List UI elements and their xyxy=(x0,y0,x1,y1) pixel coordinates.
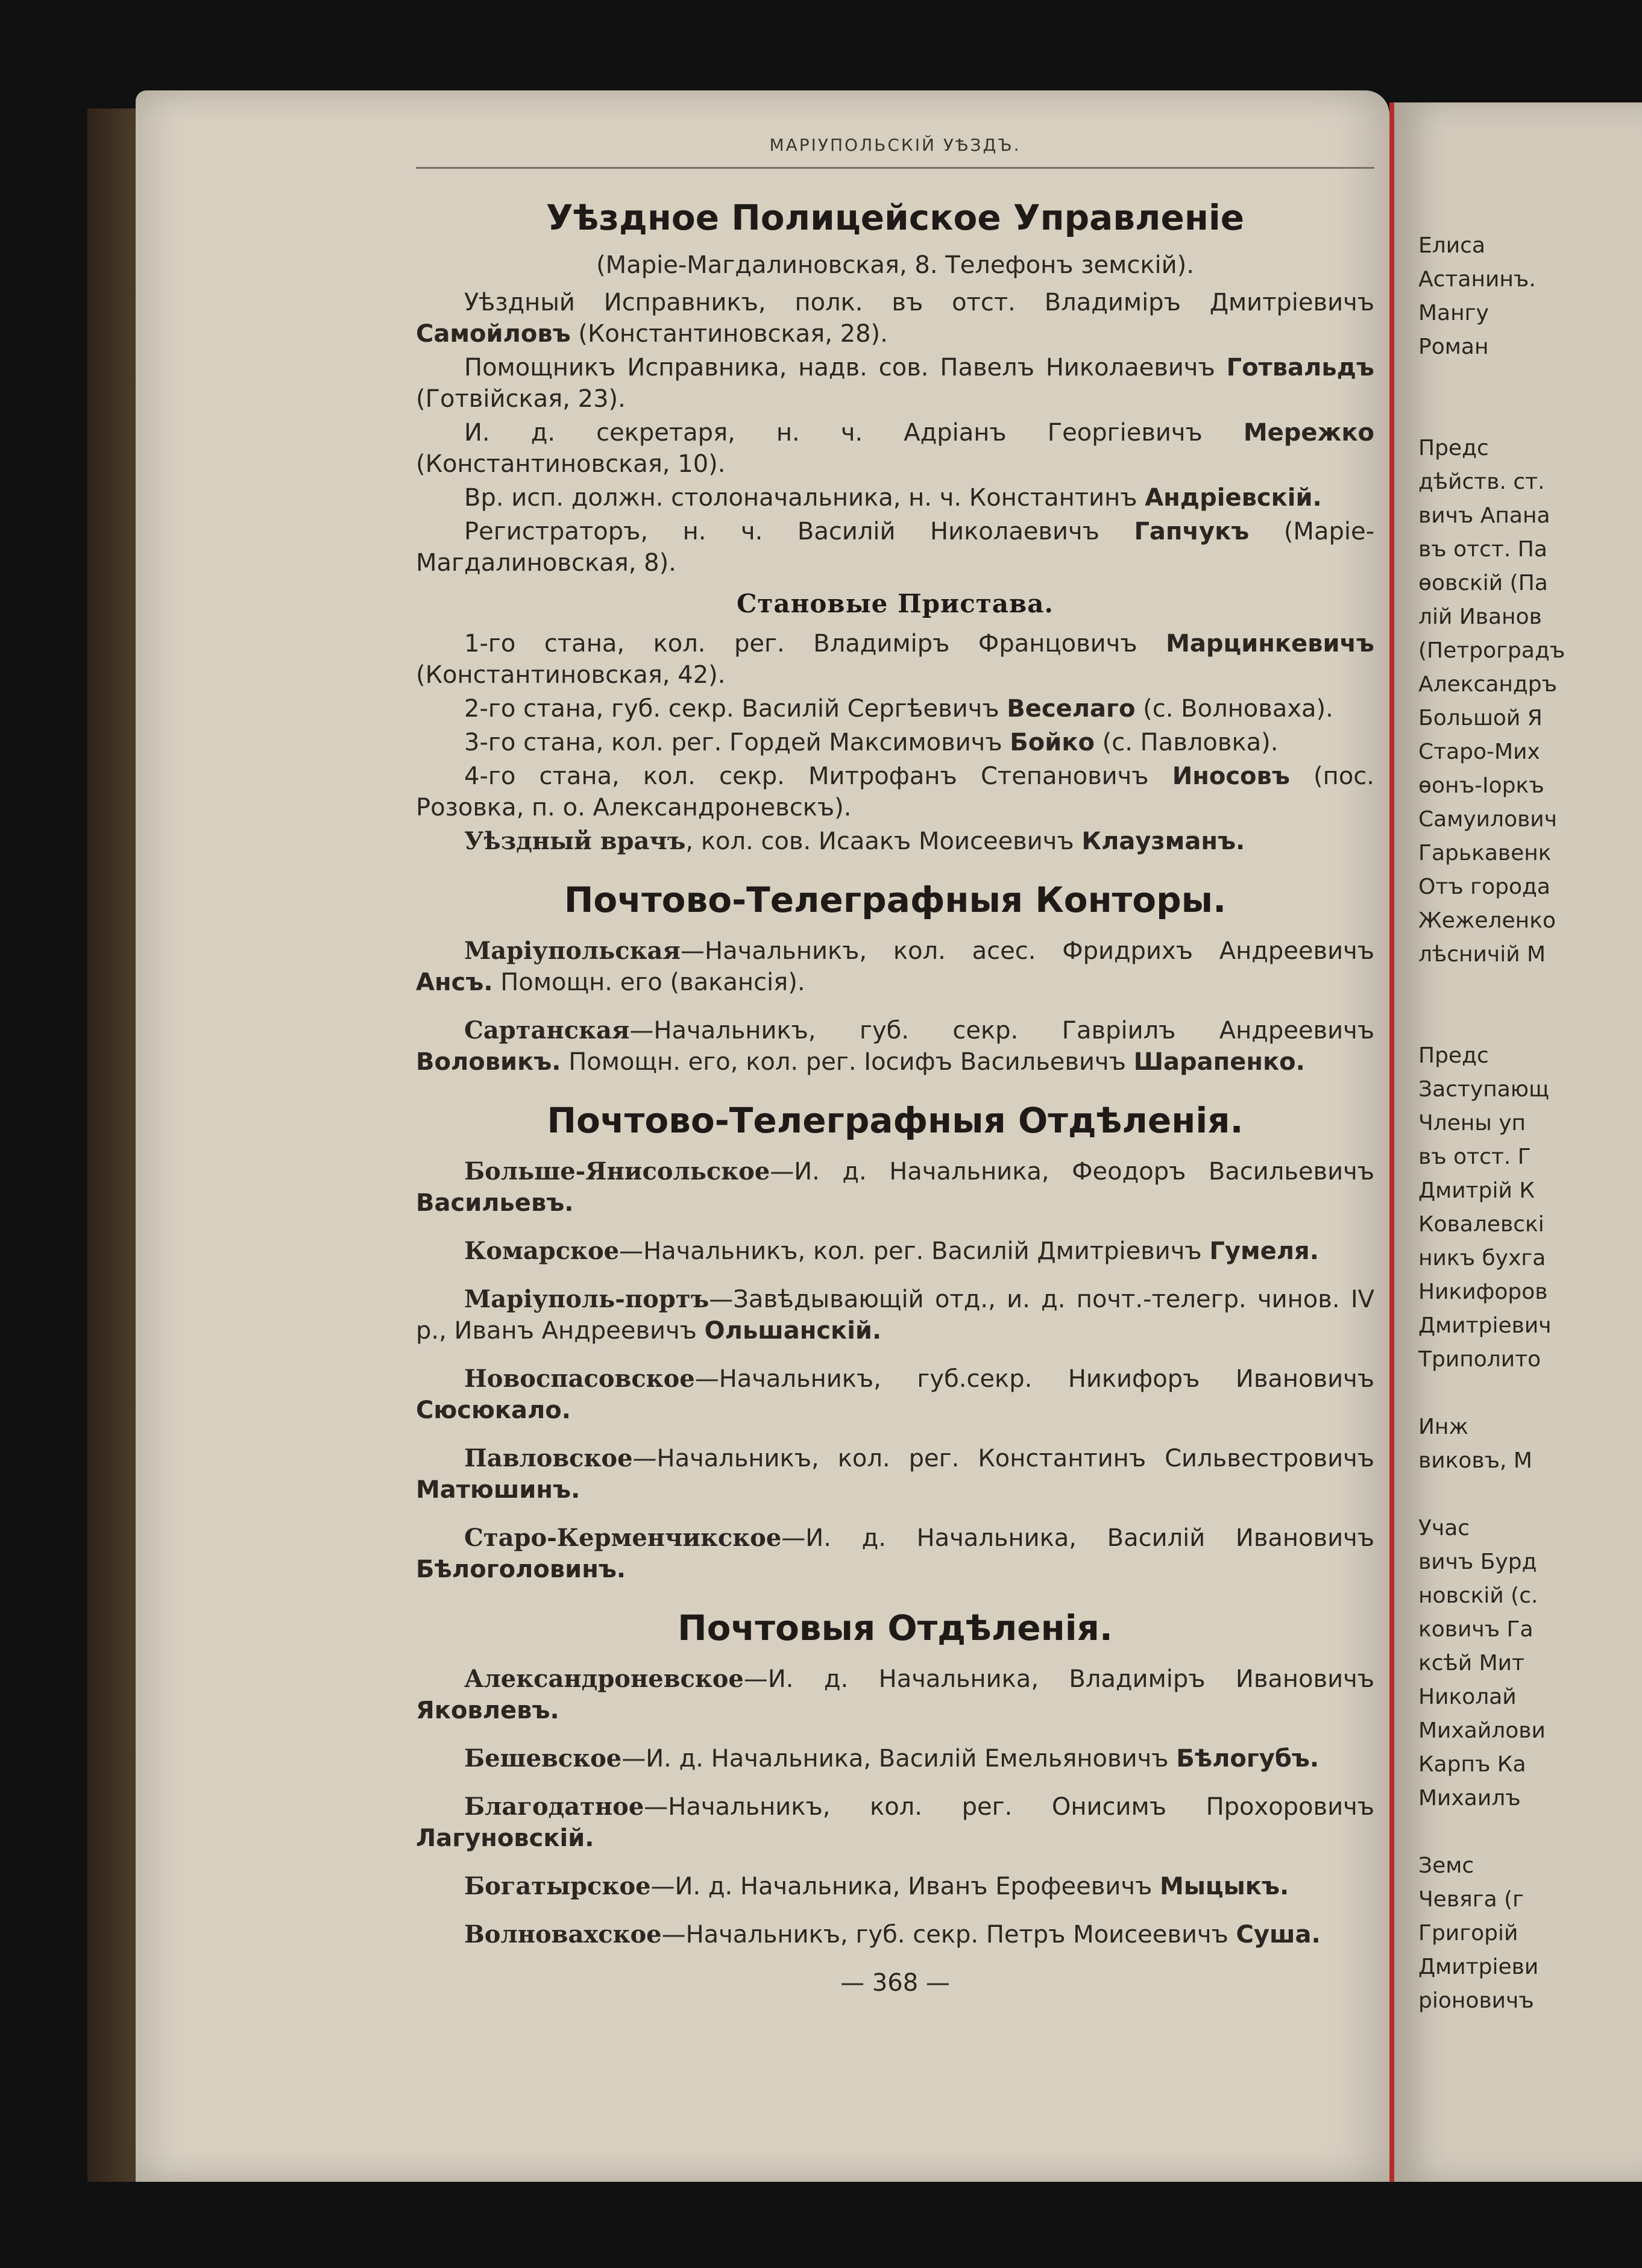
right-page-line xyxy=(1418,1478,1642,1512)
right-page-line: вичъ Бурд xyxy=(1418,1550,1537,1574)
right-page xyxy=(1389,102,1642,2182)
right-page-line: Гарькавенк xyxy=(1418,841,1552,865)
section-heading-offices: Почтово-Телеграфныя Конторы. xyxy=(564,879,1227,920)
subheading-stanovye: Становые Пристава. xyxy=(736,589,1054,618)
branch-entry: Павловское—Начальникъ, кол. рег. Константинъ Сильвестровичъ Матюшинъ. xyxy=(416,1444,1374,1504)
section-heading-post: Почтовыя Отдѣленія. xyxy=(678,1607,1113,1648)
office-entry: Сартанская—Начальникъ, губ. секр. Гавріилъ Андреевичъ Воловикъ. Помощн. его, кол. рег. Іосифъ Васильевичъ Шарапенко. xyxy=(416,1016,1374,1076)
right-page-line: Елиса xyxy=(1418,233,1486,258)
section-heading-branches: Почтово-Телеграфныя Отдѣленія. xyxy=(547,1100,1244,1141)
right-page-line: вичъ Апана xyxy=(1418,503,1550,528)
right-page-line: Жежеленко xyxy=(1418,908,1556,933)
running-head: МАРІУПОЛЬСКІЙ УѢЗДЪ. xyxy=(416,130,1374,169)
police-entry: Помощникъ Исправника, надв. сов. Павелъ Николаевичъ Готвальдъ (Готвійская, 23). xyxy=(416,354,1374,413)
right-page-line xyxy=(1418,398,1642,432)
post-entry: Благодатное—Начальникъ, кол. рег. Онисимъ Прохоровичъ Лагуновскій. xyxy=(416,1792,1374,1852)
right-page-line: новскій (с. xyxy=(1418,1583,1538,1608)
right-page-line: виковъ, М xyxy=(1418,1448,1532,1473)
doctor-entry: Уѣздный врачъ, кол. сов. Исаакъ Моисеевичъ Клаузманъ. xyxy=(464,827,1245,855)
right-page-line: Карпъ Ка xyxy=(1418,1752,1526,1777)
right-page-line: ковичъ Га xyxy=(1418,1617,1533,1642)
right-page-line: лѣсничій М xyxy=(1418,942,1546,967)
right-page-line: Предс xyxy=(1418,1043,1489,1068)
right-page-line: Астанинъ. xyxy=(1418,267,1536,292)
right-page-line: ѳонъ-Іоркъ xyxy=(1418,773,1544,798)
right-page-line: Заступающ xyxy=(1418,1077,1550,1102)
police-address: (Маріе-Магдалиновская, 8. Телефонъ земскій). xyxy=(596,251,1194,279)
right-page-line: дѣйств. ст. xyxy=(1418,470,1545,494)
stan-entry: 2-го стана, губ. секр. Василій Сергѣевичъ Веселаго (с. Волноваха). xyxy=(464,695,1333,723)
page-number: — 368 — xyxy=(840,1969,950,1997)
right-page-line: лій Иванов xyxy=(1418,605,1542,629)
post-entry: Александроневское—И. д. Начальника, Владиміръ Ивановичъ Яковлевъ. xyxy=(416,1665,1374,1724)
right-page-text xyxy=(1418,229,1642,2018)
police-entry: Вр. исп. должн. столоначальника, н. ч. Константинъ Андріевскій. xyxy=(464,484,1322,512)
right-page-line: ріоновичъ xyxy=(1418,1988,1534,2013)
right-page-line: Дмитріевич xyxy=(1418,1313,1552,1338)
branch-entry: Старо-Керменчикское—И. д. Начальника, Василій Ивановичъ Бѣлоголовинъ. xyxy=(416,1524,1374,1583)
right-page-line: Дмитрій К xyxy=(1418,1178,1535,1203)
right-page-line: Роман xyxy=(1418,335,1489,359)
right-page-line xyxy=(1418,1005,1642,1039)
right-page-line xyxy=(1418,364,1642,398)
right-page-line: Мангу xyxy=(1418,301,1489,325)
branch-entry: Комарское—Начальникъ, кол. рег. Василій Дмитріевичъ Гумеля. xyxy=(464,1237,1319,1265)
right-page-line: Старо-Мих xyxy=(1418,740,1540,764)
police-entry: И. д. секретаря, н. ч. Адріанъ Георгіевичъ Мережко (Константиновская, 10). xyxy=(416,419,1374,478)
police-entry: Регистраторъ, н. ч. Василій Николаевичъ Гапчукъ (Маріе-Магдалиновская, 8). xyxy=(416,518,1375,577)
right-page-line: (Петроградъ xyxy=(1418,638,1565,663)
stan-entry: 1-го стана, кол. рег. Владиміръ Францовичъ Марцинкевичъ (Константиновская, 42). xyxy=(416,630,1374,689)
office-entry: Маріупольская—Начальникъ, кол. асес. Фридрихъ Андреевичъ Ансъ. Помощн. его (вакансія). xyxy=(416,937,1374,996)
post-entry: Богатырское—И. д. Начальника, Иванъ Ерофеевичъ Мыцыкъ. xyxy=(464,1872,1289,1900)
branch-entry: Больше-Янисольское—И. д. Начальника, Феодоръ Васильевичъ Васильевъ. xyxy=(416,1157,1374,1217)
stan-entry: 4-го стана, кол. секр. Митрофанъ Степановичъ Иносовъ (пос. Розовка, п. о. Александроневскъ). xyxy=(416,762,1374,821)
right-page-line: Учас xyxy=(1418,1516,1470,1541)
right-page-line: въ отст. Г xyxy=(1418,1145,1531,1169)
right-page-line: Большой Я xyxy=(1418,706,1543,730)
right-page-line: Триполито xyxy=(1418,1347,1541,1372)
right-page-line: никъ бухга xyxy=(1418,1246,1546,1271)
right-page-line: ксѣй Мит xyxy=(1418,1651,1524,1676)
right-page-line: Ковалевскі xyxy=(1418,1212,1544,1237)
branch-entry: Новоспасовское—Начальникъ, губ.секр. Никифоръ Ивановичъ Сюсюкало. xyxy=(416,1365,1374,1424)
right-page-line: Дмитріеви xyxy=(1418,1955,1539,1979)
post-entry: Бешевское—И. д. Начальника, Василій Емельяновичъ Бѣлогубъ. xyxy=(464,1744,1320,1773)
right-page-line: Предс xyxy=(1418,436,1489,460)
right-page-line: Чевяга (г xyxy=(1418,1887,1524,1912)
right-page-line xyxy=(1418,1815,1642,1849)
right-page-line: Михайлови xyxy=(1418,1718,1546,1743)
right-page-line: Михаилъ xyxy=(1418,1786,1521,1811)
section-heading-police: Уѣздное Полицейское Управленіе xyxy=(546,197,1245,238)
right-page-line: Отъ города xyxy=(1418,875,1550,899)
branch-entry: Маріуполь-портъ—Завѣдывающій отд., и. д. почт.-телегр. чинов. IV р., Иванъ Андреевичъ Ольшанскій. xyxy=(416,1285,1374,1345)
stan-entry: 3-го стана, кол. рег. Гордей Максимовичъ Бойко (с. Павловка). xyxy=(464,729,1279,756)
right-page-line: Александръ xyxy=(1418,672,1558,697)
police-entry: Уѣздный Исправникъ, полк. въ отст. Владиміръ Дмитріевичъ Самойловъ (Константиновская, 28). xyxy=(416,289,1374,348)
right-page-line: Члены уп xyxy=(1418,1111,1526,1136)
right-page-line: Николай xyxy=(1418,1685,1517,1709)
right-page-line: Никифоров xyxy=(1418,1280,1548,1304)
right-page-line: Инж xyxy=(1418,1415,1468,1439)
right-page-line: Земс xyxy=(1418,1853,1474,1878)
right-page-line: въ отст. Па xyxy=(1418,537,1547,562)
right-page-line xyxy=(1418,1377,1642,1410)
right-page-line: Самуилович xyxy=(1418,807,1557,832)
right-page-line: ѳовскій (Па xyxy=(1418,571,1548,595)
post-entry: Волноваxское—Начальникъ, губ. секр. Петръ Моисеевичъ Суша. xyxy=(464,1920,1321,1949)
page-content xyxy=(416,130,1374,1999)
right-page-line xyxy=(1418,972,1642,1005)
right-page-line: Григорій xyxy=(1418,1921,1518,1946)
